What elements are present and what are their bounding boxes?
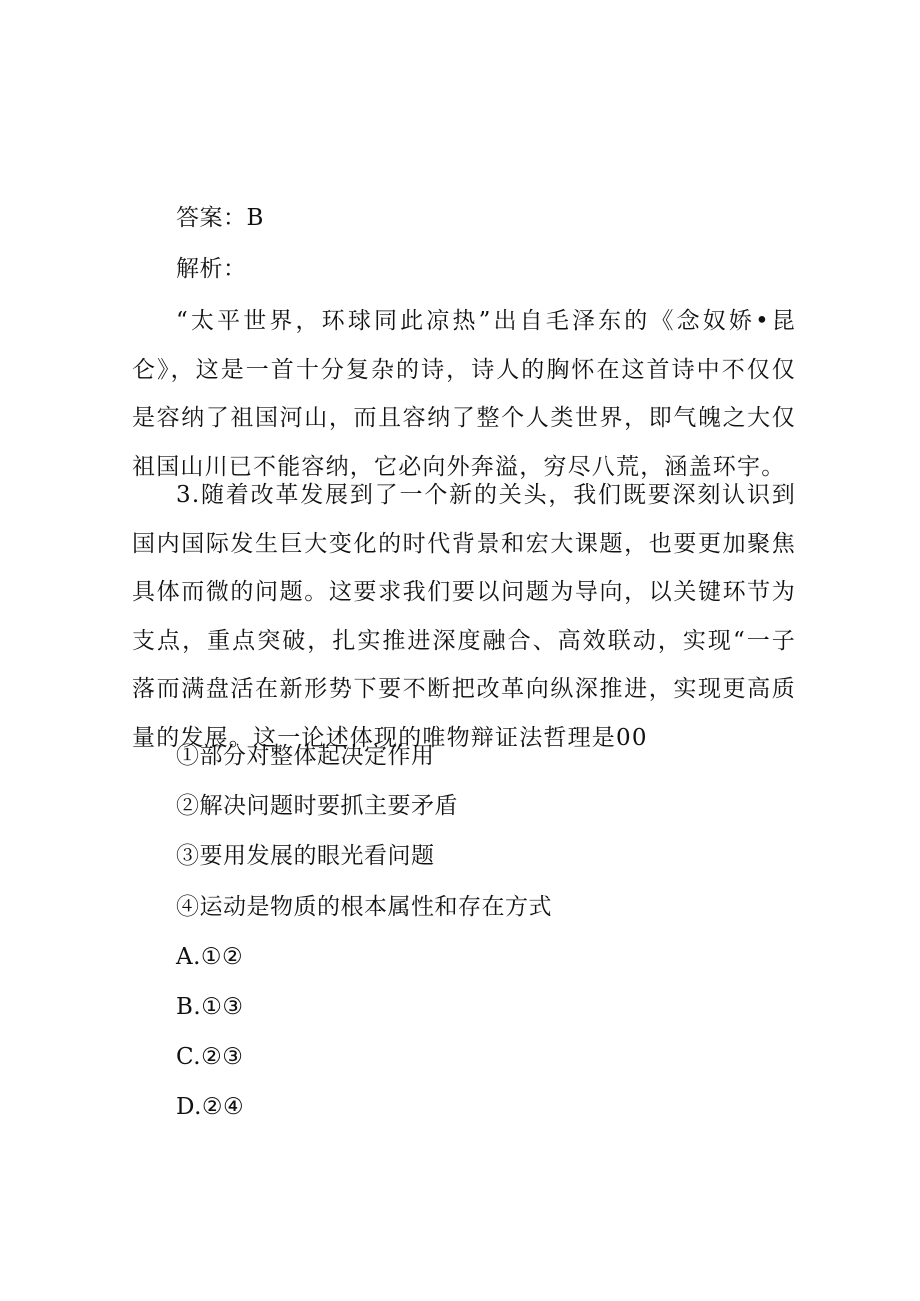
option-d: D.②④ (176, 1094, 245, 1120)
analysis-label: 解析： (176, 256, 247, 282)
question-stem: 3.随着改革发展到了一个新的关头，我们既要深刻认识到国内国际发生巨大变化的时代背景和宏大课题，也要更加聚焦具体而微的问题。这要求我们要以问题为导向，以关键环节为支点，重点突破，扎实推进深度融合、高效联动，实现“一子落而满盘活在新形势下要不断把改革向纵深推进，实现更高质量的发展。这一论述体现的唯物辩证法哲理是00 (132, 482, 796, 751)
option-a: A.①② (176, 944, 244, 970)
answer-label: 答案：B (176, 205, 264, 231)
statement-item: ①部分对整体起决定作用 (176, 743, 435, 769)
statement-item: ②解决问题时要抓主要矛盾 (176, 793, 458, 819)
option-c: C.②③ (176, 1044, 244, 1070)
statement-item: ④运动是物质的根本属性和存在方式 (176, 894, 552, 920)
statement-item: ③要用发展的眼光看问题 (176, 843, 435, 869)
analysis-paragraph: “太平世界，环球同此凉热”出自毛泽东的《念奴娇•昆仑》，这是一首十分复杂的诗，诗人的胸怀在这首诗中不仅仅是容纳了祖国河山，而且容纳了整个人类世界，即气魄之大仅祖国山川已不能容纳，它必向外奔溢，穷尽八荒，涵盖环宇。 (132, 308, 796, 480)
option-b: B.①③ (176, 994, 244, 1020)
